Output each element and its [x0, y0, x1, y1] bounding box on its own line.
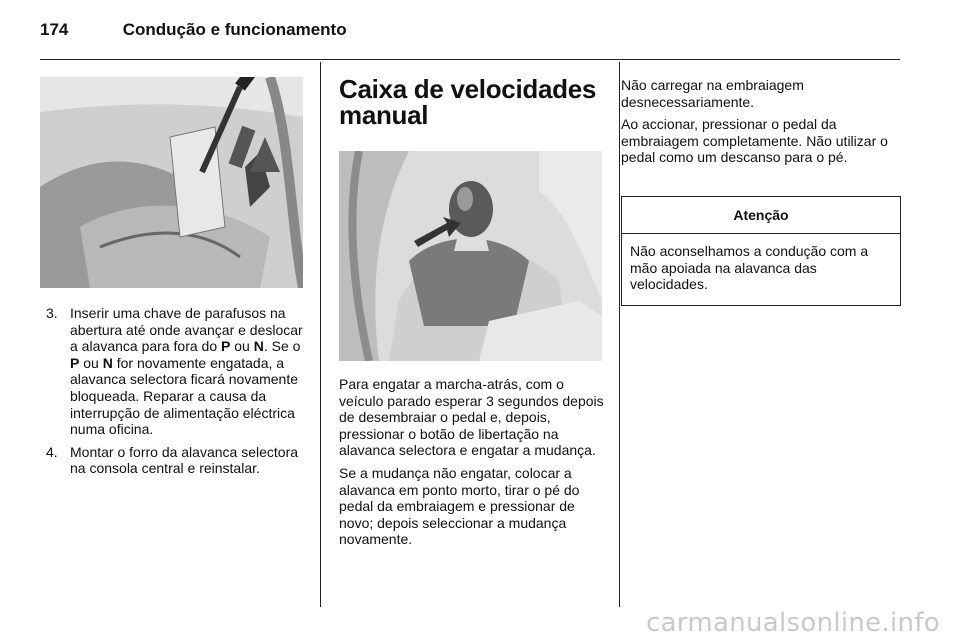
- selector-lever-release-photo: [40, 77, 303, 288]
- instruction-step: [46, 305, 306, 438]
- gear-position-letter: P: [221, 338, 231, 355]
- step-text: for novamente engatada, a alavanca selectora ficará novamente bloqueada. Reparar a causa da interrupção de alimentação eléctrica numa oficina.: [70, 354, 299, 438]
- left-column: [46, 305, 306, 483]
- paragraph-gear-not-engaging: Se a mudança não engatar, colocar a alavanca em ponto morto, tirar o pé do pedal da embraiagem e pressionar de novo; depois seleccionar a mudança novamente.: [339, 464, 580, 548]
- manual-gear-knob-photo: [339, 151, 602, 361]
- page-header: [40, 20, 347, 40]
- step-text: ou: [230, 338, 254, 355]
- notice-box: [621, 196, 901, 306]
- paragraph-reverse-gear: Para engatar a marcha-atrás, com o veículo parado esperar 3 segundos depois de desembraiar o pedal e, depois, pressionar o botão de libertação na alavanca selectora e engatar a mudança.: [339, 376, 604, 459]
- section-title: Condução e funcionamento: [122, 20, 347, 39]
- instruction-step: [46, 444, 306, 477]
- instruction-steps: [46, 305, 306, 477]
- step-number: 4.: [46, 443, 58, 460]
- watermark: carmanualsonline.info: [645, 608, 940, 638]
- gear-position-letter: P: [70, 354, 80, 371]
- step-number: 3.: [46, 305, 58, 321]
- section-heading: Caixa de velocidades manual: [339, 74, 597, 130]
- middle-column: [339, 76, 604, 128]
- header-rule: [40, 59, 900, 60]
- middle-text: [339, 376, 604, 554]
- paragraph-clutch-pedal: Ao accionar, pressionar o pedal da embraiagem completamente. Não utilizar o pedal como um descanso para o pé.: [621, 116, 888, 166]
- column-divider-1: [320, 62, 321, 607]
- step-text: . Se o: [263, 338, 301, 355]
- notice-title: Atenção: [622, 197, 900, 234]
- step-text: Montar o forro da alavanca selectora na consola central e reinstalar.: [70, 443, 299, 477]
- column-divider-2: [619, 62, 620, 607]
- page-number: 174: [40, 20, 69, 39]
- gear-position-letter: N: [253, 338, 264, 355]
- paragraph-clutch-use: Não carregar na embraiagem desnecessariamente.: [621, 77, 804, 110]
- notice-body: Não aconselhamos a condução com a mão apoiada na alavanca das velocidades.: [630, 243, 869, 293]
- step-text: ou: [79, 354, 103, 371]
- step-text: Inserir uma chave de parafusos na abertura até onde avançar e deslocar a alavanca para fora do: [70, 305, 303, 355]
- gear-position-letter: N: [102, 354, 113, 371]
- right-column: [621, 77, 899, 172]
